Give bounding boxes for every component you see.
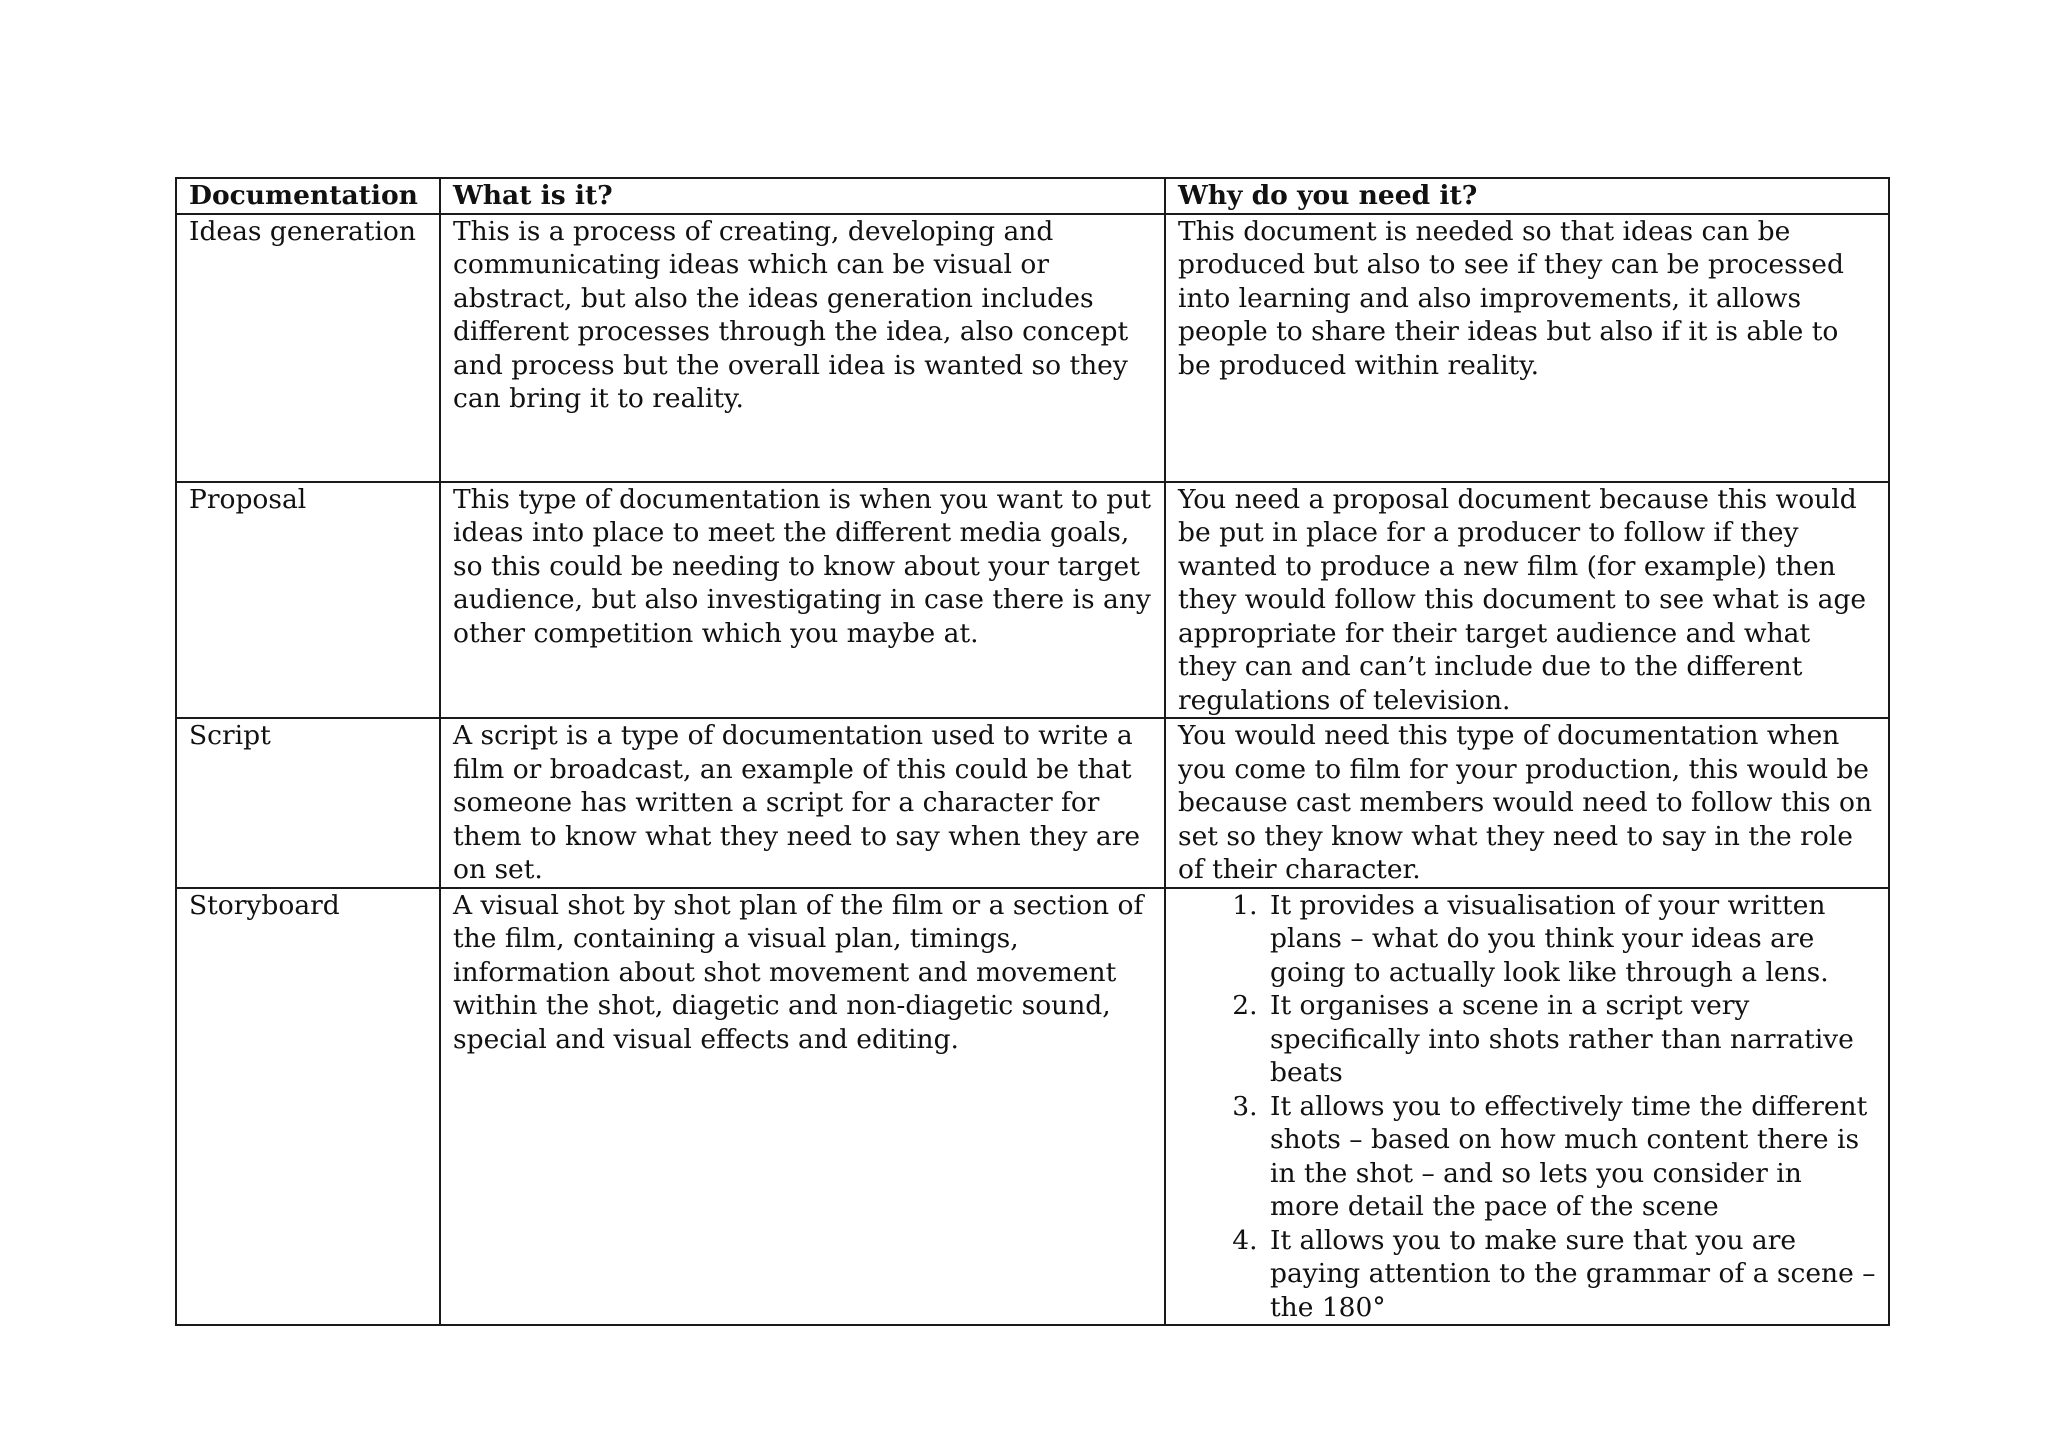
cell-documentation: Proposal xyxy=(176,482,440,719)
storyboard-reasons-list xyxy=(1178,889,1876,1325)
cell-what: A script is a type of documentation used to write a film or broadcast, an example of this could be that someone has written a script for a character for them to know what they need to say when they are on set. xyxy=(440,718,1165,888)
cell-why: You need a proposal document because this would be put in place for a producer to follow if they wanted to produce a new film (for example) then they would follow this document to see what is age appropriate for their target audience and what they can and can’t include due to the different regulations of television. xyxy=(1165,482,1889,719)
cell-what: This is a process of creating, developing and communicating ideas which can be visual or abstract, but also the ideas generation includes different processes through the idea, also concept and process but the overall idea is wanted so they can bring it to reality. xyxy=(440,214,1165,482)
list-item: 2. It organises a scene in a script very specifically into shots rather than narrative beats xyxy=(1266,989,1876,1090)
cell-what: A visual shot by shot plan of the film or a section of the film, containing a visual plan, timings, information about shot movement and movement within the shot, diagetic and non-diagetic sound, special and visual effects and editing. xyxy=(440,888,1165,1326)
table-row xyxy=(176,482,1889,719)
cell-documentation: Script xyxy=(176,718,440,888)
header-documentation: Documentation xyxy=(176,178,440,214)
cell-why: You would need this type of documentation when you come to film for your production, this would be because cast members would need to follow this on set so they know what they need to say in the role of their character. xyxy=(1165,718,1889,888)
cell-why xyxy=(1165,888,1889,1326)
table-header-row xyxy=(176,178,1889,214)
header-why-do-you-need-it: Why do you need it? xyxy=(1165,178,1889,214)
list-item: 1. It provides a visualisation of your written plans – what do you think your ideas are going to actually look like through a lens. xyxy=(1266,889,1876,990)
documentation-table xyxy=(175,177,1890,1326)
table-row xyxy=(176,214,1889,482)
list-item: 4. It allows you to make sure that you are paying attention to the grammar of a scene – the 180° xyxy=(1266,1224,1876,1325)
header-what-is-it: What is it? xyxy=(440,178,1165,214)
list-item: 3. It allows you to effectively time the different shots – based on how much content there is in the shot – and so lets you consider in more detail the pace of the scene xyxy=(1266,1090,1876,1224)
cell-what: This type of documentation is when you want to put ideas into place to meet the different media goals, so this could be needing to know about your target audience, but also investigating in case there is any other competition which you maybe at. xyxy=(440,482,1165,719)
table-row xyxy=(176,718,1889,888)
cell-documentation: Storyboard xyxy=(176,888,440,1326)
cell-why: This document is needed so that ideas can be produced but also to see if they can be processed into learning and also improvements, it allows people to share their ideas but also if it is able to be produced within reality. xyxy=(1165,214,1889,482)
table-row xyxy=(176,888,1889,1326)
cell-documentation: Ideas generation xyxy=(176,214,440,482)
